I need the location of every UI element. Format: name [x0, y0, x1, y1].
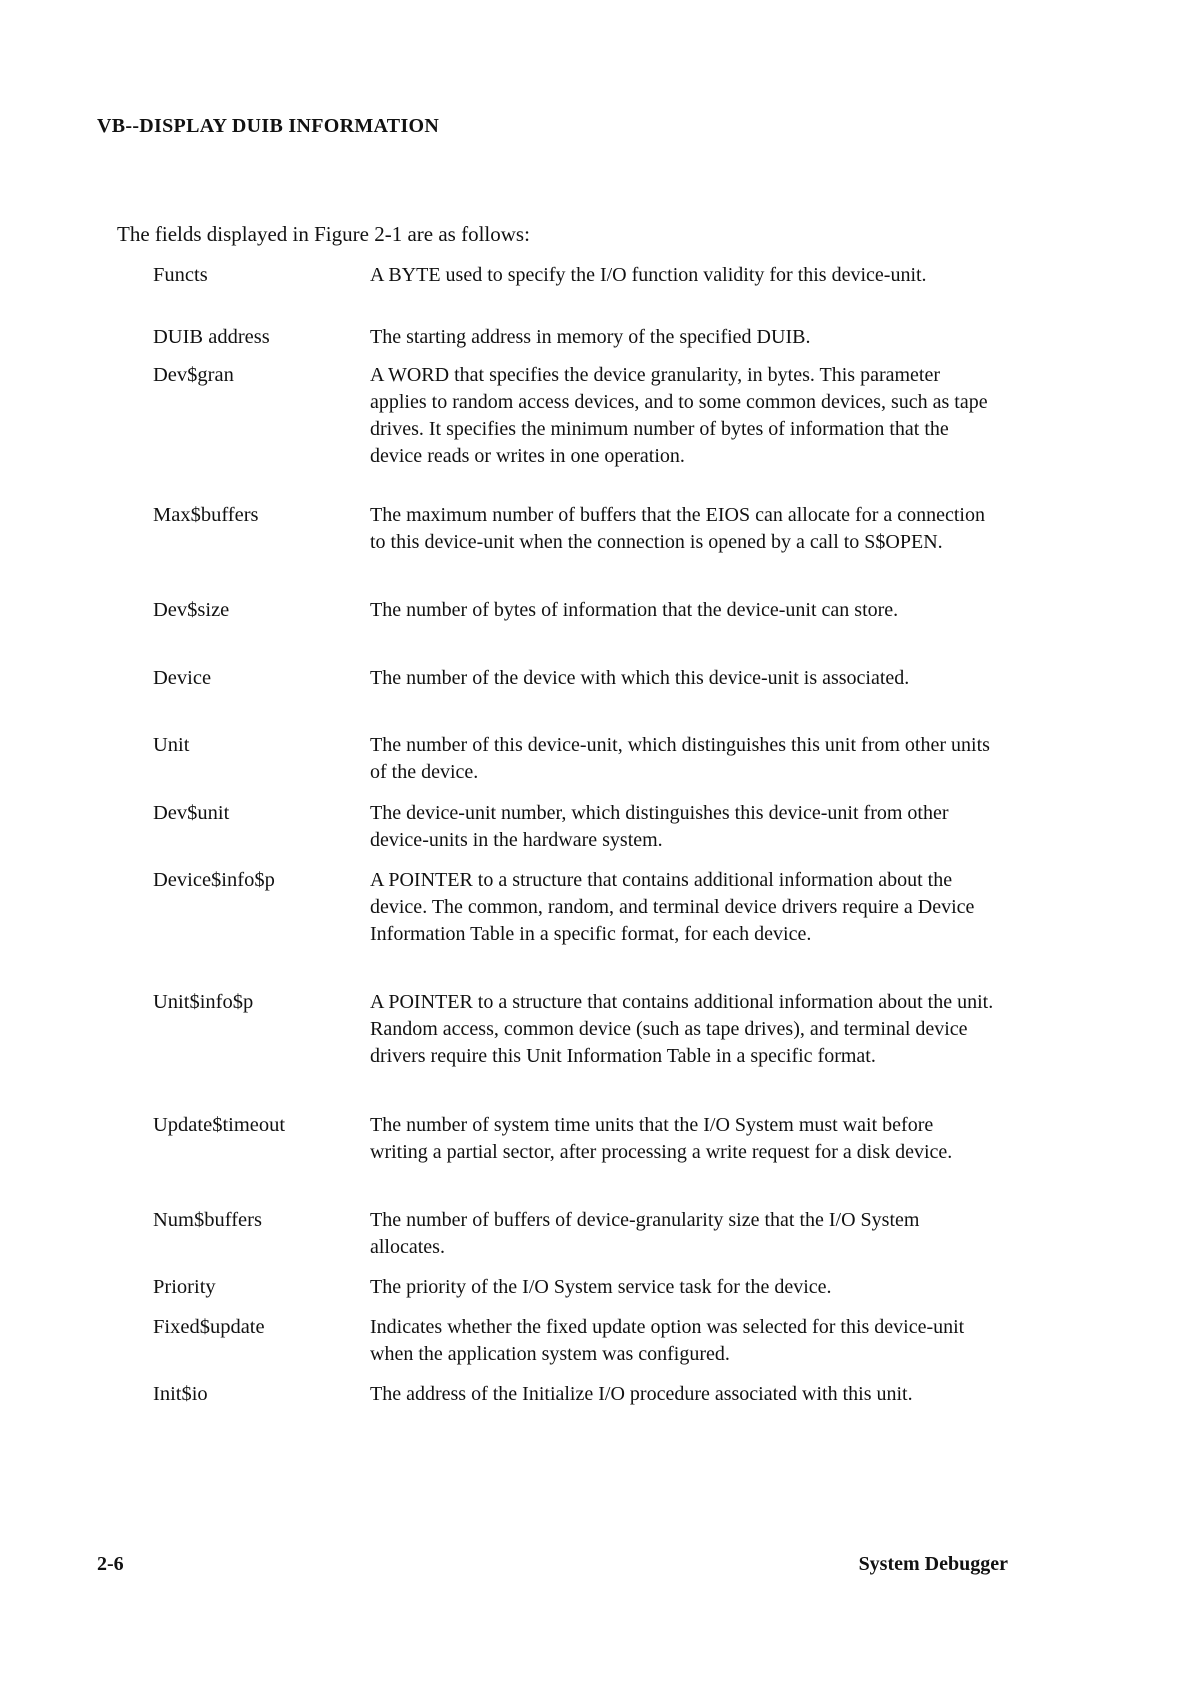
field-description: A WORD that specifies the device granularity, in bytes. This parameter applies to random access devices, and to some common devices, such as tape drives. It specifies the minimum number of bytes of information that the device reads or writes in one operation.: [370, 364, 988, 467]
field-name: Priority: [153, 1276, 216, 1298]
field-name: Init$io: [153, 1383, 208, 1405]
field-row-unit-info-p: [153, 989, 1013, 1112]
field-description: The number of buffers of device-granularity size that the I/O System allocates.: [370, 1209, 920, 1258]
field-name: Unit: [153, 734, 190, 756]
field-name: Fixed$update: [153, 1316, 265, 1338]
page-number: 2-6: [97, 1553, 124, 1575]
field-row-max-buffers: [153, 502, 1013, 597]
field-name: Unit$info$p: [153, 991, 254, 1013]
field-name: DUIB address: [153, 326, 270, 348]
field-description: The starting address in memory of the specified DUIB.: [370, 326, 811, 348]
field-description: The number of system time units that the I/O System must wait before writing a partial sector, after processing a write request for a disk device.: [370, 1114, 953, 1163]
field-row-fixed-update: [153, 1314, 1013, 1381]
field-row-num-buffers: [153, 1207, 1013, 1274]
field-name: Device: [153, 667, 212, 689]
field-row-priority: [153, 1274, 1013, 1314]
field-description: The number of this device-unit, which distinguishes this unit from other units of the device.: [370, 734, 990, 783]
field-name: Functs: [153, 264, 208, 286]
field-row-unit: [153, 732, 1013, 800]
field-description: The maximum number of buffers that the EIOS can allocate for a connection to this device-unit when the connection is opened by a call to S$OPEN.: [370, 504, 985, 553]
field-description: The priority of the I/O System service task for the device.: [370, 1276, 832, 1298]
book-title: System Debugger: [858, 1553, 1008, 1575]
field-row-functs: [153, 262, 1013, 324]
field-description: The device-unit number, which distinguishes this device-unit from other device-units in the hardware system.: [370, 802, 949, 851]
section-title: VB--DISPLAY DUIB INFORMATION: [97, 115, 440, 137]
field-description: The number of the device with which this device-unit is associated.: [370, 667, 910, 689]
field-name: Update$timeout: [153, 1114, 286, 1136]
field-description: A POINTER to a structure that contains additional information about the unit. Random access, common device (such as tape drives), and terminal device drivers require this Unit Information Table in a specific format.: [370, 991, 994, 1067]
field-row-init-io: [153, 1381, 1013, 1441]
field-name: Dev$unit: [153, 802, 230, 824]
field-row-device: [153, 665, 1013, 732]
field-row-update-timeout: [153, 1112, 1013, 1207]
field-name: Dev$size: [153, 599, 230, 621]
field-description: The number of bytes of information that the device-unit can store.: [370, 599, 899, 621]
field-description: The address of the Initialize I/O procedure associated with this unit.: [370, 1383, 913, 1405]
field-name: Device$info$p: [153, 869, 275, 891]
field-name: Num$buffers: [153, 1209, 262, 1231]
intro-paragraph: The fields displayed in Figure 2-1 are as follows:: [117, 222, 530, 246]
field-row-dev-size: [153, 597, 1013, 665]
field-row-dev-gran: [153, 362, 1013, 502]
field-description: A BYTE used to specify the I/O function validity for this device-unit.: [370, 264, 927, 286]
field-description: A POINTER to a structure that contains additional information about the device. The common, random, and terminal device drivers require a Device Information Table in a specific format, for each device.: [370, 869, 975, 945]
field-definition-list: [153, 262, 1013, 1441]
field-row-device-info-p: [153, 867, 1013, 989]
field-row-dev-unit: [153, 800, 1013, 867]
field-name: Dev$gran: [153, 364, 234, 386]
field-row-duib-address: [153, 324, 1013, 362]
field-description: Indicates whether the fixed update option was selected for this device-unit when the application system was configured.: [370, 1316, 965, 1365]
field-name: Max$buffers: [153, 504, 259, 526]
